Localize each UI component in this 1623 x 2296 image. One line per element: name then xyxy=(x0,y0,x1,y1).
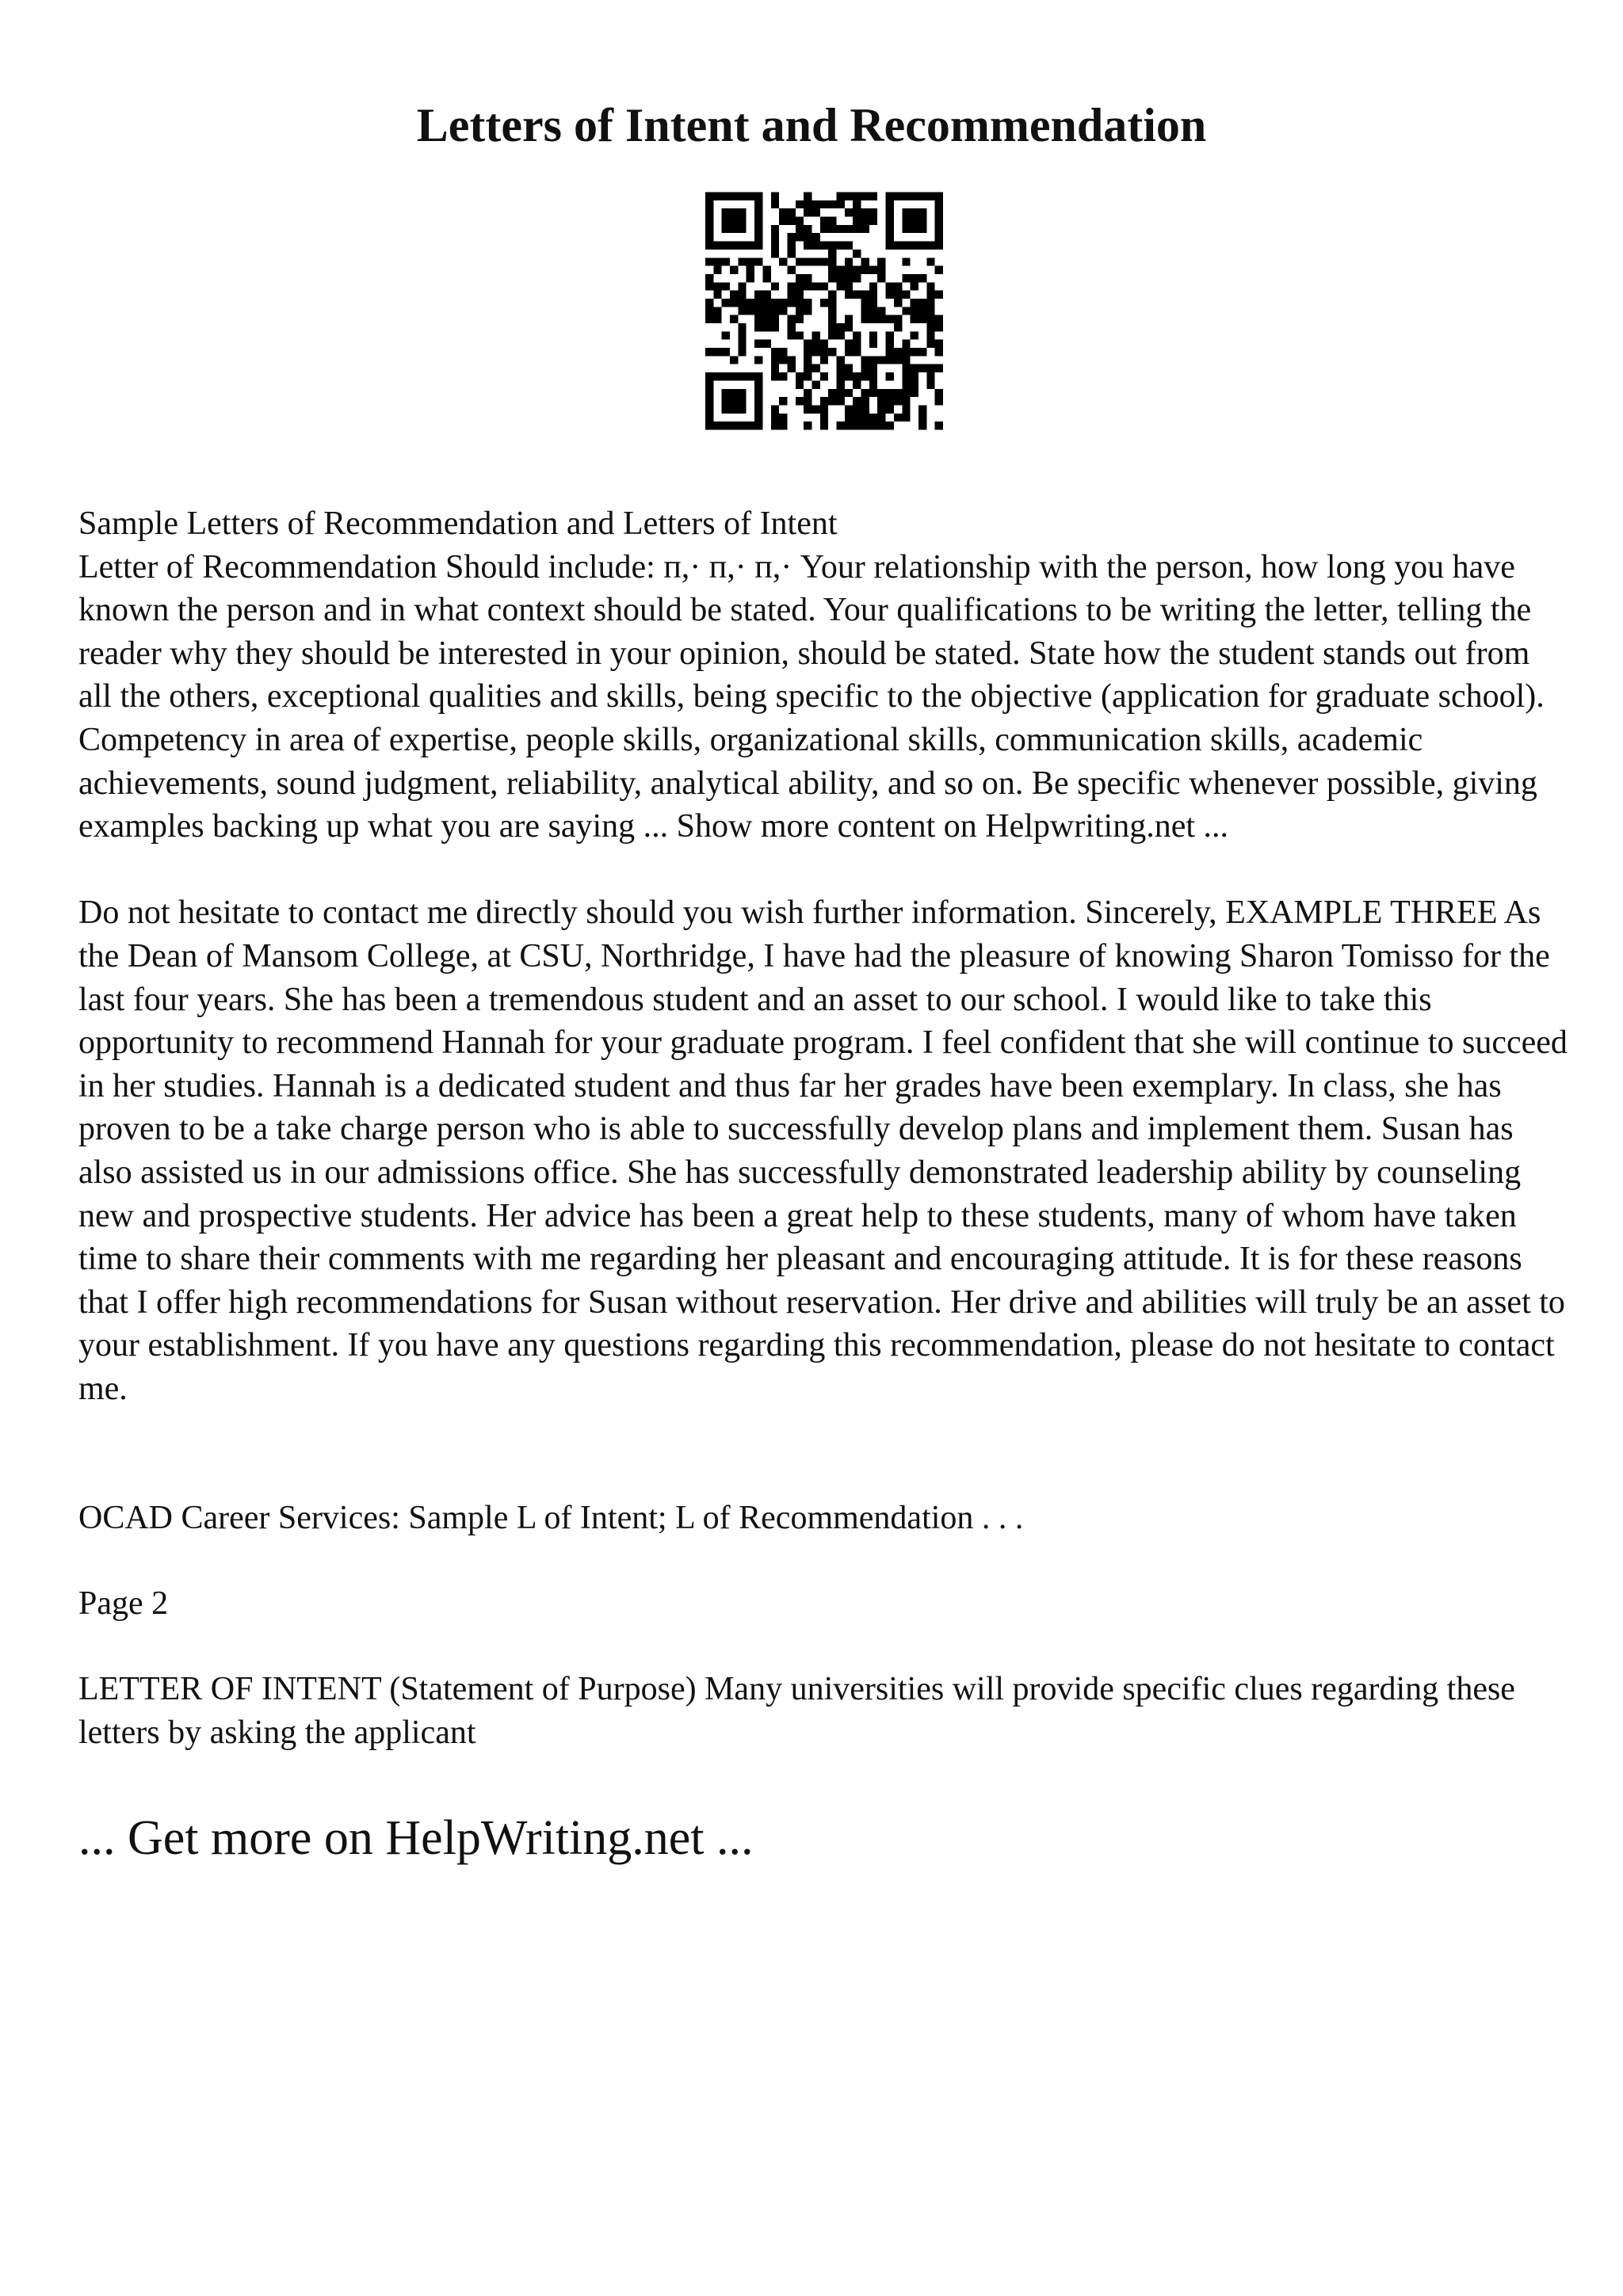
recommendation-paragraph: Letter of Recommendation Should include: п,· п,· п,· Your relationship with the person, how long you have known the person and in what context should be stated. Your qualifications to be writing the letter, telling the reader why they should be interested in your opinion, should be stated. State how the student stands out from all the others, exceptional qualities and skills, being specific to the objective (application for graduate school). Competency in area of expertise, people skills, organizational skills, communication skills, academic achievements, sound judgment, reliability, analytical ability, and so on. Be specific whenever possible, giving examples backing up what you are saying ... Show more content on Helpwriting.net ... xyxy=(78,548,1545,845)
example-letter-paragraph: Do not hesitate to contact me directly should you wish further information. Sincerely, EXAMPLE THREE As the Dean of Mansom College, at CSU, Northridge, I have had the pleasure of knowing Sharon Tomisso for the last four years. She has been a tremendous student and an asset to our school. I would like to take this opportunity to recommend Hannah for your graduate program. I feel confident that she will continue to succeed in her studies. Hannah is a dedicated student and thus far her grades have been exemplary. In class, she has proven to be a take charge person who is able to successfully develop plans and implement them. Susan has also assisted us in our admissions office. She has successfully demonstrated leadership ability by counseling new and prospective students. Her advice has been a great help to these students, many of whom have taken time to share their comments with me regarding her pleasant and encouraging attitude. It is for these reasons that I offer high recommendations for Susan without reservation. Her drive and abilities will truly be an asset to your establishment. If you have any questions regarding this recommendation, please do not hesitate to contact me. xyxy=(78,894,1568,1407)
page-number: Page 2 xyxy=(78,1585,169,1622)
document-title: Letters of Intent and Recommendation xyxy=(416,99,1207,151)
source-citation: OCAD Career Services: Sample L of Intent; L of Recommendation . . . xyxy=(78,1500,1024,1536)
letter-of-intent-paragraph: LETTER OF INTENT (Statement of Purpose) Many universities will provide specific clues regarding these letters by asking the applicant xyxy=(78,1671,1515,1751)
document-subtitle: Sample Letters of Recommendation and Letters of Intent xyxy=(78,505,838,542)
get-more-link[interactable]: ... Get more on HelpWriting.net ... xyxy=(78,1811,754,1865)
qr-code-icon[interactable] xyxy=(705,190,943,432)
